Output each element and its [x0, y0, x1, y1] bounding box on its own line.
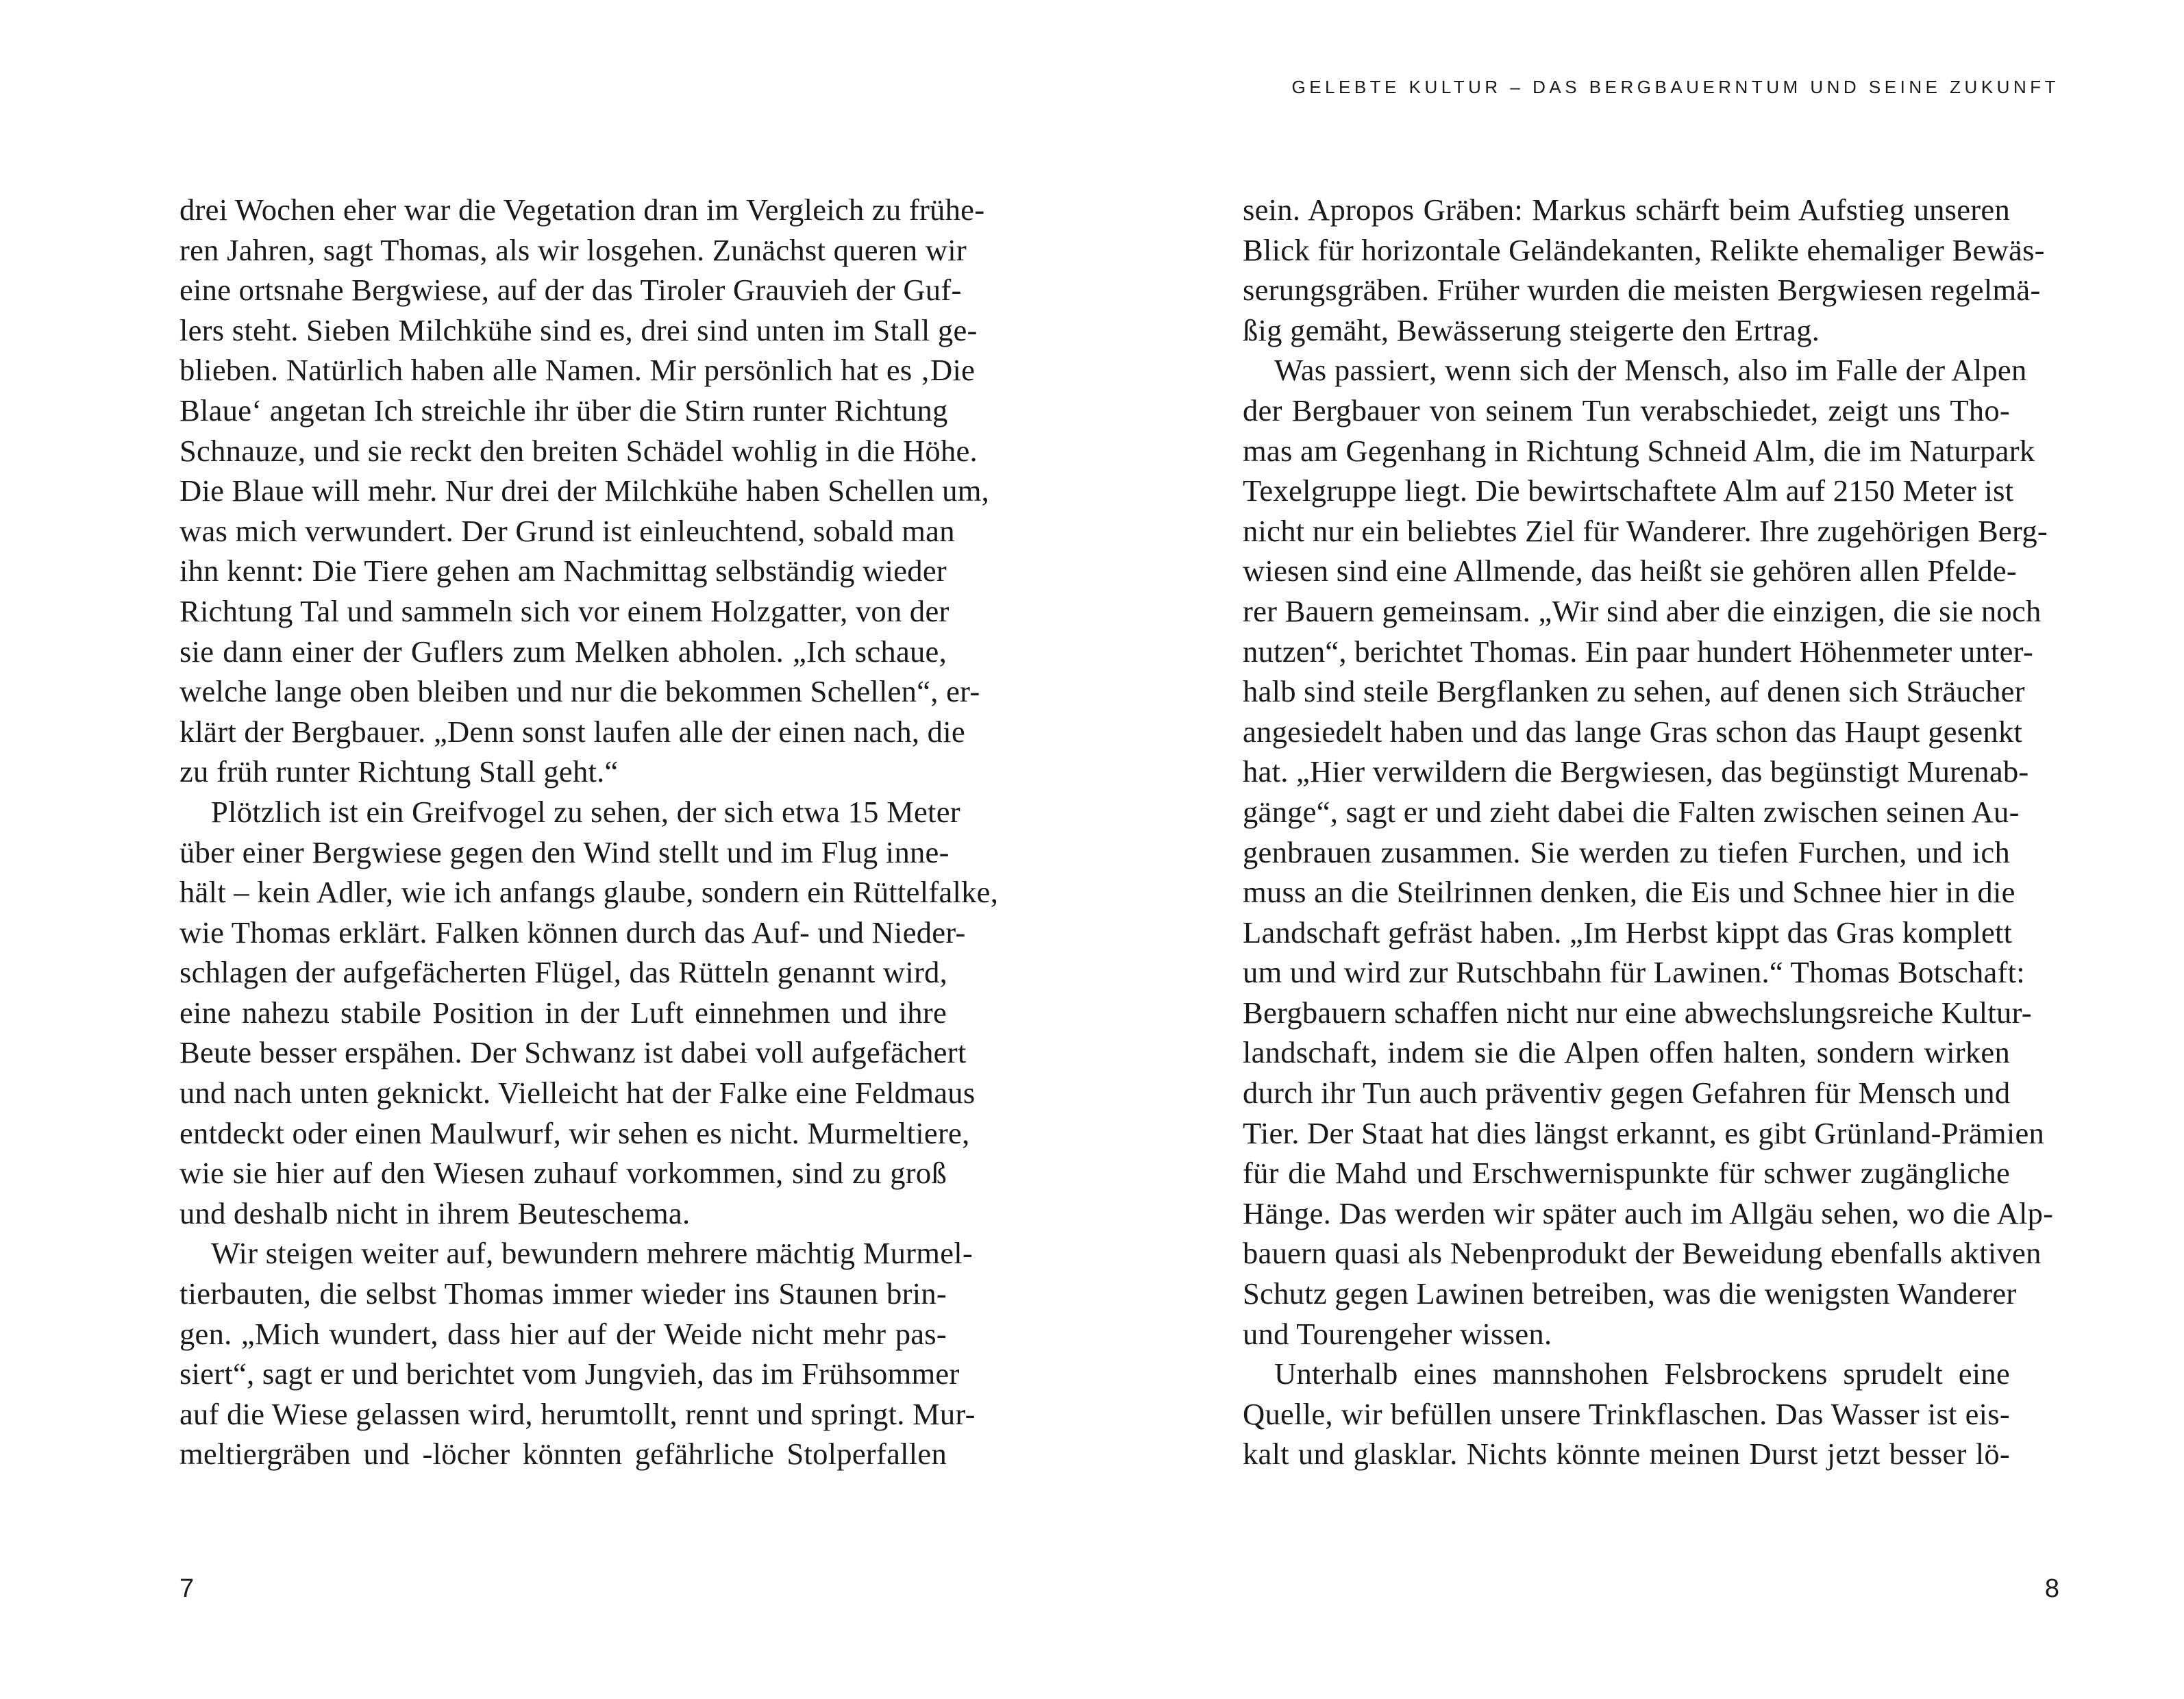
text-line: wiesen sind eine Allmende, das heißt sie gehören allen Pfelde- — [1243, 554, 2018, 588]
text-line: Hänge. Das werden wir später auch im Allgäu sehen, wo die Alp- — [1243, 1195, 2054, 1230]
text-line: eine nahezu stabile Position in der Luft einnehmen und ihre — [179, 995, 947, 1030]
left-page-number: 7 — [179, 1574, 195, 1603]
running-head: GELEBTE KULTUR – DAS BERGBAUERNTUM UND SEINE ZUKUNFT — [1291, 77, 2059, 97]
text-line: ßig gemäht, Bewässerung steigerte den Ertrag. — [1243, 312, 1820, 347]
text-line: Bergbauern schaffen nicht nur eine abwechslungsreiche Kultur- — [1243, 995, 2032, 1030]
text-line: nicht nur ein beliebtes Ziel für Wanderer. Ihre zugehörigen Berg- — [1243, 513, 2048, 548]
text-line: durch ihr Tun auch präventiv gegen Gefahren für Mensch und — [1243, 1076, 2011, 1111]
text-line: über einer Bergwiese gegen den Wind stellt und im Flug inne- — [179, 834, 950, 869]
right-page-number: 8 — [2044, 1574, 2059, 1603]
text-line: was mich verwundert. Der Grund ist einleuchtend, sobald man — [179, 513, 955, 548]
text-line: Plötzlich ist ein Greifvogel zu sehen, der sich etwa 15 Meter — [211, 794, 960, 829]
text-line: kalt und glasklar. Nichts könnte meinen Durst jetzt besser lö- — [1243, 1437, 2010, 1472]
text-line: Schutz gegen Lawinen betreiben, was die wenigsten Wanderer — [1243, 1276, 2017, 1311]
text-line: Quelle, wir befüllen unsere Trinkflaschen. Das Wasser ist eis- — [1243, 1396, 2010, 1431]
right-page — [1092, 0, 2184, 1699]
text-line: angesiedelt haben und das lange Gras schon das Haupt gesenkt — [1243, 714, 2023, 749]
text-line: Blaue‘ angetan Ich streichle ihr über die Stirn runter Richtung — [179, 393, 948, 427]
text-line: und Tourengeher wissen. — [1243, 1316, 1552, 1351]
text-line: Schnauze, und sie reckt den breiten Schädel wohlig in die Höhe. — [179, 433, 978, 468]
text-line: eine ortsnahe Bergwiese, auf der das Tiroler Grauvieh der Guf- — [179, 273, 962, 308]
text-line: tierbauten, die selbst Thomas immer wieder ins Staunen brin- — [179, 1276, 947, 1311]
text-line: Was passiert, wenn sich der Mensch, also im Falle der Alpen — [1274, 353, 2027, 388]
text-line: auf die Wiese gelassen wird, herumtollt, rennt und springt. Mur- — [179, 1396, 976, 1431]
text-line: genbrauen zusammen. Sie werden zu tiefen Furchen, und ich — [1243, 834, 2010, 869]
text-line: der Bergbauer von seinem Tun verabschiedet, zeigt uns Tho- — [1243, 393, 2010, 427]
text-line: Landschaft gefräst haben. „Im Herbst kippt das Gras komplett — [1243, 915, 2013, 950]
text-line: um und wird zur Rutschbahn für Lawinen.“ Thomas Botschaft: — [1243, 955, 2025, 990]
text-line: blieben. Natürlich haben alle Namen. Mir persönlich hat es ‚Die — [179, 353, 976, 388]
text-line: serungsgräben. Früher wurden die meisten Bergwiesen regelmä- — [1243, 273, 2041, 308]
text-line: hat. „Hier verwildern die Bergwiesen, das begünstigt Murenab- — [1243, 754, 2029, 789]
text-line: siert“, sagt er und berichtet vom Jungvieh, das im Frühsommer — [179, 1356, 960, 1391]
text-line: lers steht. Sieben Milchkühe sind es, drei sind unten im Stall ge- — [179, 312, 978, 347]
text-line: ren Jahren, sagt Thomas, als wir losgehen. Zunächst queren wir — [179, 232, 967, 267]
text-line: muss an die Steilrinnen denken, die Eis und Schnee hier in die — [1243, 875, 2015, 910]
text-line: Unterhalb eines mannshohen Felsbrockens sprudelt eine — [1274, 1356, 2010, 1391]
text-line: Die Blaue will mehr. Nur drei der Milchkühe haben Schellen um, — [179, 473, 990, 508]
text-line: meltiergräben und -löcher könnten gefährliche Stolperfallen — [179, 1437, 947, 1472]
text-line: nutzen“, berichtet Thomas. Ein paar hundert Höhenmeter unter- — [1243, 634, 2033, 669]
text-line: sein. Apropos Gräben: Markus schärft beim Aufstieg unseren — [1243, 193, 2010, 227]
text-line: schlagen der aufgefächerten Flügel, das Rütteln genannt wird, — [179, 955, 948, 990]
text-line: und nach unten geknickt. Vielleicht hat der Falke eine Feldmaus — [179, 1076, 976, 1111]
text-line: wie Thomas erklärt. Falken können durch das Auf- und Nieder- — [179, 915, 966, 950]
left-page-body-text — [179, 190, 999, 1474]
text-line: hält – kein Adler, wie ich anfangs glaube, sondern ein Rüttelfalke, — [179, 875, 999, 910]
text-line: Beute besser erspähen. Der Schwanz ist dabei voll aufgefächert — [179, 1035, 967, 1070]
text-line: gänge“, sagt er und zieht dabei die Falten zwischen seinen Au- — [1243, 794, 2020, 829]
text-line: landschaft, indem sie die Alpen offen halten, sondern wirken — [1243, 1035, 2010, 1070]
text-line: halb sind steile Bergflanken zu sehen, auf denen sich Sträucher — [1243, 674, 2025, 709]
text-line: gen. „Mich wundert, dass hier auf der Weide nicht mehr pas- — [179, 1316, 947, 1351]
text-line: für die Mahd und Erschwernispunkte für schwer zugängliche — [1243, 1156, 2010, 1191]
text-line: Texelgruppe liegt. Die bewirtschaftete Alm auf 2150 Meter ist — [1243, 473, 2014, 508]
text-line: ihn kennt: Die Tiere gehen am Nachmittag selbständig wieder — [179, 554, 947, 588]
text-line: klärt der Bergbauer. „Denn sonst laufen alle der einen nach, die — [179, 714, 965, 749]
text-line: welche lange oben bleiben und nur die bekommen Schellen“, er- — [179, 674, 980, 709]
text-line: und deshalb nicht in ihrem Beuteschema. — [179, 1195, 691, 1230]
text-line: entdeckt oder einen Maulwurf, wir sehen es nicht. Murmeltiere, — [179, 1115, 970, 1150]
text-line: zu früh runter Richtung Stall geht.“ — [179, 754, 619, 789]
text-line: rer Bauern gemeinsam. „Wir sind aber die einzigen, die sie noch — [1243, 593, 2042, 628]
text-line: mas am Gegenhang in Richtung Schneid Alm, die im Naturpark — [1243, 433, 2035, 468]
text-line: Tier. Der Staat hat dies längst erkannt, es gibt Grünland-Prämien — [1243, 1115, 2045, 1150]
text-line: Wir steigen weiter auf, bewundern mehrere mächtig Murmel- — [211, 1236, 973, 1271]
text-line: bauern quasi als Nebenprodukt der Beweidung ebenfalls aktiven — [1243, 1236, 2042, 1271]
right-page-body-text — [1243, 190, 2054, 1474]
text-line: sie dann einer der Guflers zum Melken abholen. „Ich schaue, — [179, 634, 947, 669]
text-line: wie sie hier auf den Wiesen zuhauf vorkommen, sind zu groß — [179, 1156, 947, 1191]
text-line: Richtung Tal und sammeln sich vor einem Holzgatter, von der — [179, 593, 950, 628]
text-line: drei Wochen eher war die Vegetation dran im Vergleich zu frühe- — [179, 193, 985, 227]
text-line: Blick für horizontale Geländekanten, Relikte ehemaliger Bewäs- — [1243, 232, 2045, 267]
